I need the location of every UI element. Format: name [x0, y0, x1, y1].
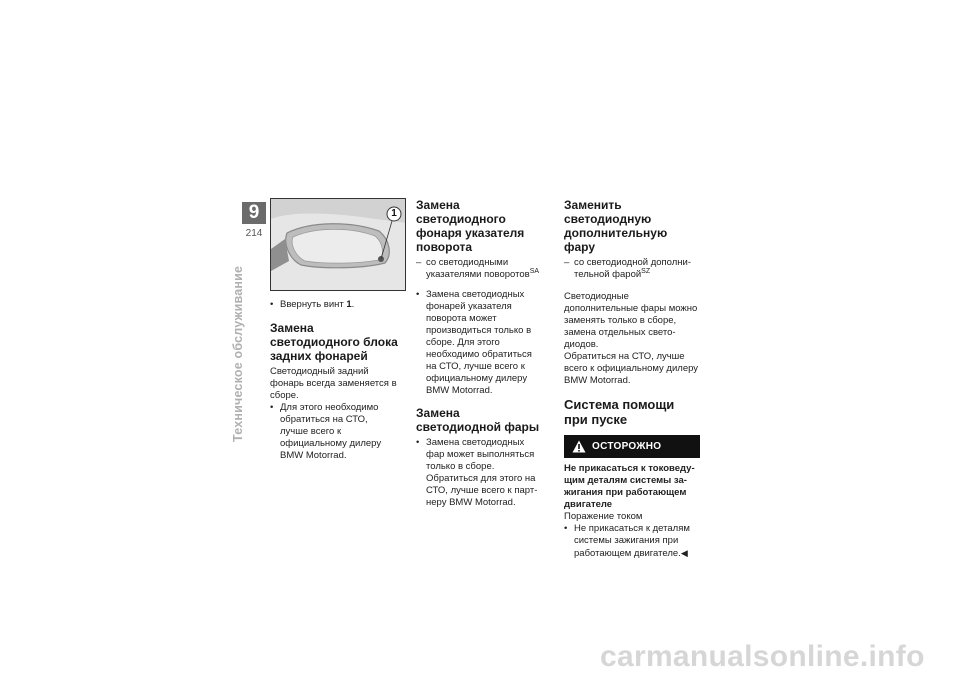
section-heading-tail-light: Замена светодиодного блока задних фонарей: [270, 321, 398, 363]
warning-label: ОСТОРОЖНО: [592, 441, 662, 452]
option-sup-sa: SA: [529, 267, 540, 275]
step-text: Ввернуть винт: [280, 299, 344, 310]
section-heading-start-assist: Система помощи при пуске: [564, 397, 675, 427]
tail-light-paragraph: Светодиодный задний фонарь всегда заменяется в сборе.: [270, 366, 397, 401]
column-2: [416, 198, 544, 509]
step-ref: 1: [346, 299, 352, 310]
step-item: • Ввернуть винт 1.: [270, 299, 355, 310]
tail-light-illustration: [271, 199, 406, 291]
section-heading-headlight: Замена светодиодной фары: [416, 406, 540, 434]
turn-signal-bullet: • Замена светодиодных фонарей указателя поворота может производиться только в сборе. Для этого необходимо обратиться на СТО, лучше всего к официальному дилеру BMW Motorrad.: [416, 289, 532, 396]
warning-bar: [564, 435, 700, 458]
aux-light-paragraph-2: Обратиться на СТО, лучше всего к официальному дилеру BMW Motorrad.: [564, 351, 699, 386]
page-number: 214: [245, 228, 263, 239]
section-heading-aux-light: Заменить светодиодную дополнительную фару: [564, 198, 668, 254]
headlight-bullet: • Замена светодиодных фар может выполняться только в сборе. Обратиться для этого на СТО, лучше всего к партнеру BMW Motorrad.: [416, 437, 538, 508]
watermark: carmanualsonline.info: [600, 640, 925, 673]
warning-bullet: • Не прикасаться к деталям системы зажигания при работающем двигателе.◀: [564, 523, 690, 559]
option-sup-sz: SZ: [641, 267, 651, 275]
warning-heading: Не прикасаться к токоведущим деталям системы зажигания при работающем двигателе: [564, 463, 695, 510]
chapter-number: 9: [242, 202, 266, 224]
tail-light-figure: [270, 198, 406, 291]
chapter-side-label: Техническое обслуживание: [231, 265, 245, 442]
end-arrow-icon: ◀: [680, 548, 688, 558]
aux-light-paragraph-1: Светодиодные дополнительные фары можно заменять только в сборе, замена отдельных светодиодов.: [564, 291, 698, 350]
warning-triangle-icon: [572, 440, 586, 453]
warning-text: Поражение током: [564, 511, 643, 522]
tail-light-bullet: • Для этого необходимо обратиться на СТО, лучше всего к официальному дилеру BMW Motorrad.: [270, 402, 382, 461]
column-3: [564, 198, 700, 560]
turn-signal-dash-item: – со светодиодными указателями поворотов$^{SA}$: [416, 257, 540, 280]
aux-light-dash-item: – со светодиодной дополнительной фарой$^{SZ}$: [564, 257, 692, 280]
figure-callout-1: 1: [391, 208, 397, 219]
column-1: [270, 198, 398, 462]
section-heading-turn-signal: Замена светодиодного фонаря указателя поворота: [416, 198, 525, 254]
